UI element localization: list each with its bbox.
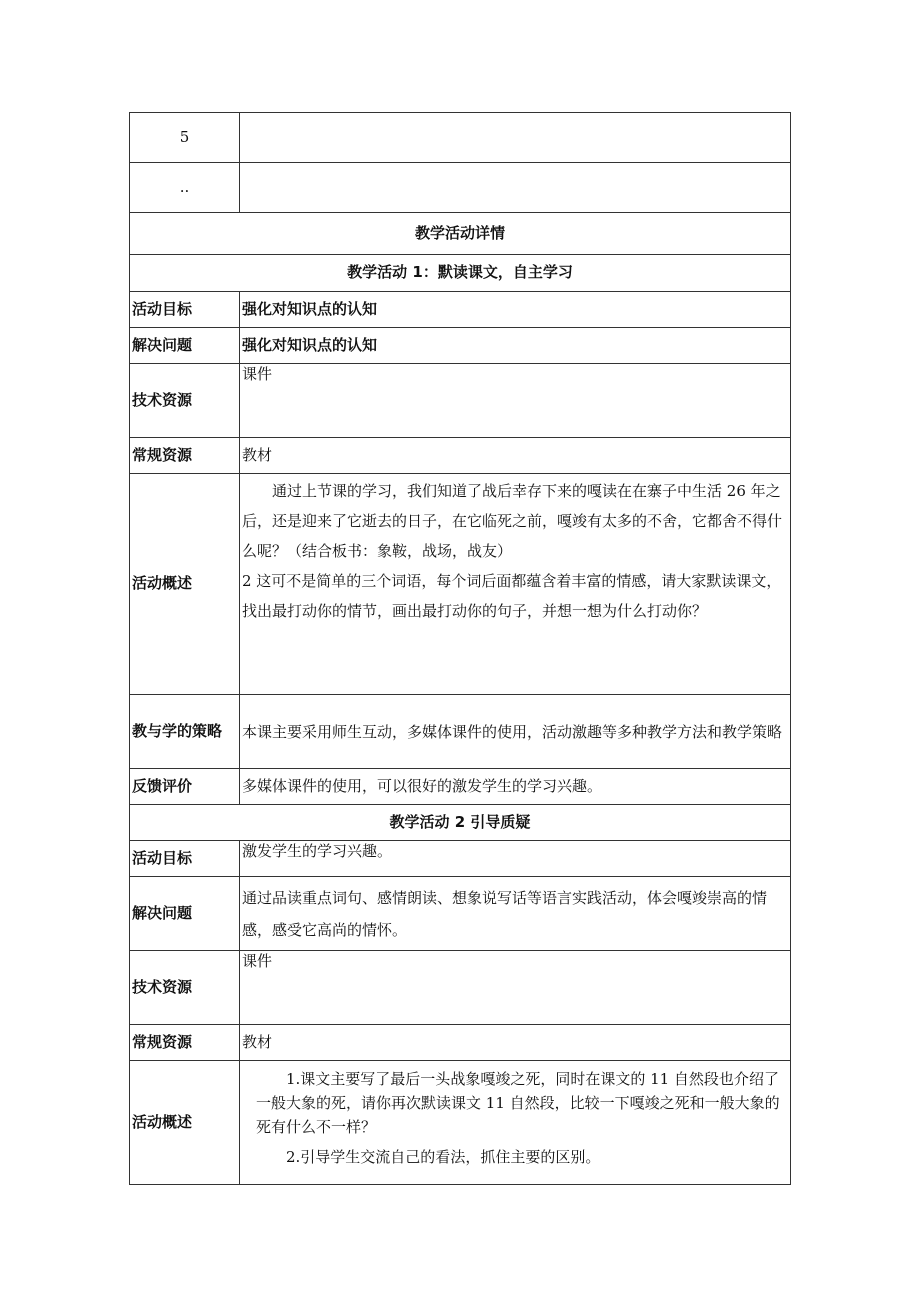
lesson-plan-table (129, 112, 791, 1185)
activity1-tech-label: 技术资源 (130, 364, 240, 438)
activity1-problem-label: 解决问题 (130, 328, 240, 364)
activity1-overview-cell (240, 474, 791, 695)
empty-cell (240, 113, 791, 163)
activity1-regular-label: 常规资源 (130, 438, 240, 474)
table-row (130, 292, 791, 328)
activity2-goal-value: 激发学生的学习兴趣。 (240, 841, 791, 877)
activity2-problem-label: 解决问题 (130, 877, 240, 951)
activity1-overview-label: 活动概述 (130, 474, 240, 695)
table-row (130, 769, 791, 805)
activity2-regular-value: 教材 (240, 1025, 791, 1061)
activity1-problem-value: 强化对知识点的认知 (240, 328, 791, 364)
activity2-title: 教学活动 2 引导质疑 (130, 805, 791, 841)
table-row (130, 113, 791, 163)
activity1-goal-value: 强化对知识点的认知 (240, 292, 791, 328)
activity1-strategy-label: 教与学的策略 (130, 695, 240, 769)
activity1-title: 教学活动 1：默读课文，自主学习 (130, 255, 791, 292)
activity2-tech-value: 课件 (240, 951, 791, 1025)
activity2-overview-label: 活动概述 (130, 1061, 240, 1185)
activity2-overview-p2: 2.引导学生交流自己的看法，抓住主要的区别。 (286, 1148, 601, 1166)
table-row (130, 438, 791, 474)
table-row (130, 364, 791, 438)
table-row (130, 841, 791, 877)
activity2-tech-label: 技术资源 (130, 951, 240, 1025)
activity1-feedback-value: 多媒体课件的使用，可以很好的激发学生的学习兴趣。 (240, 769, 791, 805)
table-row (130, 805, 791, 841)
table-row (130, 1061, 791, 1185)
activity1-regular-value: 教材 (240, 438, 791, 474)
row-number-cell: 5 (130, 113, 240, 163)
table-row (130, 255, 791, 292)
activity2-goal-label: 活动目标 (130, 841, 240, 877)
activity2-overview-cell (240, 1061, 791, 1185)
table-row (130, 1025, 791, 1061)
row-dots-cell: .. (130, 163, 240, 213)
table-row (130, 695, 791, 769)
empty-cell (240, 163, 791, 213)
table-row (130, 474, 791, 695)
activity1-tech-value: 课件 (240, 364, 791, 438)
activity1-goal-label: 活动目标 (130, 292, 240, 328)
section-title: 教学活动详情 (130, 213, 791, 255)
activity1-strategy-value (240, 695, 791, 769)
activity2-problem-value (240, 877, 791, 951)
table-row (130, 877, 791, 951)
table-row (130, 328, 791, 364)
table-row (130, 213, 791, 255)
activity1-feedback-label: 反馈评价 (130, 769, 240, 805)
table-row (130, 163, 791, 213)
activity2-problem-text: 通过品读重点词句、感情朗读、想象说写话等语言实践活动，体会嘎竣崇高的情感，感受它高尚的情怀。 (242, 888, 768, 939)
activity1-overview-p1: 通过上节课的学习，我们知道了战后幸存下来的嘎读在在寨子中生活 26 年之后，还是迎来了它逝去的日子，在它临死之前，嘎竣有太多的不舍，它都舍不得什么呢？（结合板书：象鞍，战场，战友） (242, 482, 783, 560)
activity2-overview-p1: 1.课文主要写了最后一头战象嘎竣之死，同时在课文的 11 自然段也介绍了一般大象的死，请你再次默读课文 11 自然段，比较一下嘎竣之死和一般大象的死有什么不一样？ (256, 1070, 780, 1136)
table-row (130, 951, 791, 1025)
activity1-strategy-text: 本课主要采用师生互动，多媒体课件的使用，活动激趣等多种教学方法和教学策略 (242, 722, 783, 741)
activity1-overview-p2: 2 这可不是简单的三个词语，每个词后面都蕴含着丰富的情感，请大家默读课文，找出最打动你的情节，画出最打动你的句子，并想一想为什么打动你？ (242, 572, 782, 620)
activity2-regular-label: 常规资源 (130, 1025, 240, 1061)
